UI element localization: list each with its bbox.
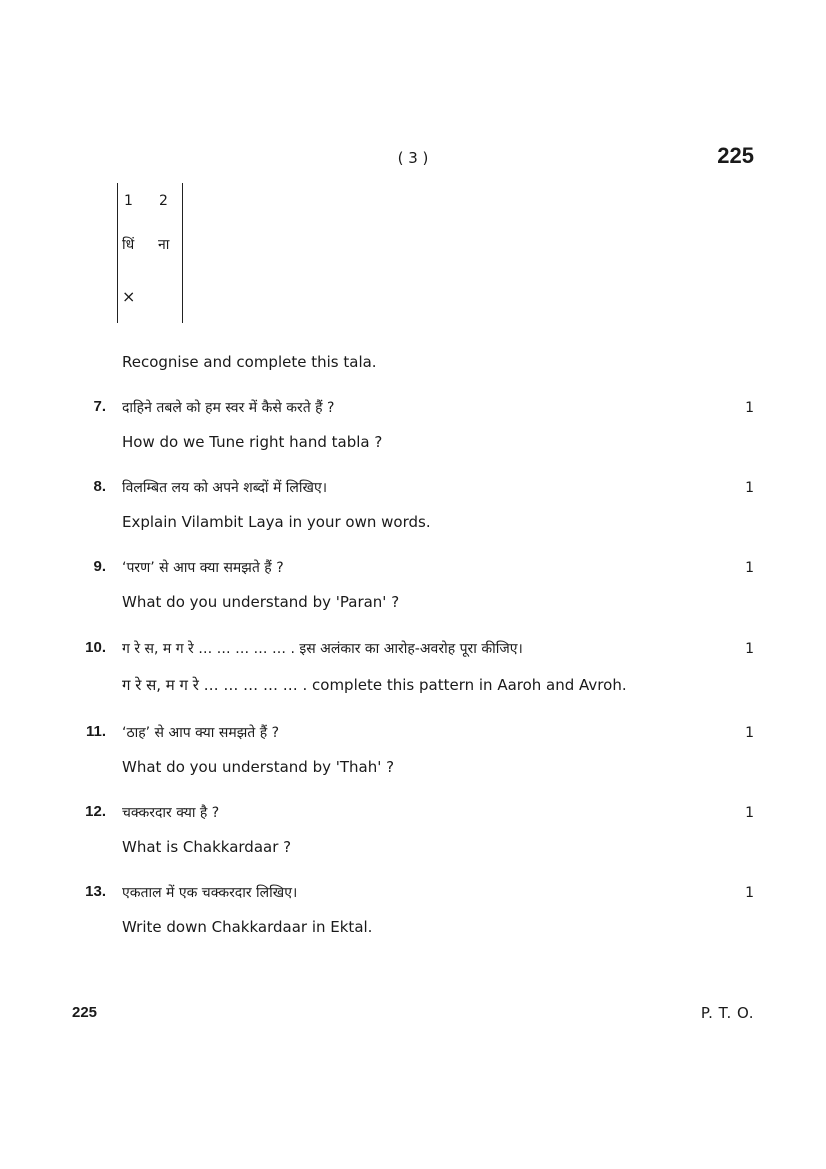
question-marks: 1 [745,480,754,496]
question-hindi: ‘परण’ से आप क्या समझते हैं ? [122,560,284,576]
question-hindi: दाहिने तबले को हम स्वर में कैसे करते हैं ? [122,400,335,416]
paper-code-footer: 225 [72,1004,98,1021]
question-english: Explain Vilambit Laya in your own words. [122,513,431,531]
page-number: ( 3 ) [397,149,429,167]
question-hindi: विलम्बित लय को अपने शब्दों में लिखिए। [122,480,328,496]
question-english: ग रे स, म ग रे … … … … … . complete this pattern in Aaroh and Avroh. [122,676,627,694]
question-english: How do we Tune right hand tabla ? [122,433,383,451]
tala-bol-2: ना [158,237,170,253]
question-marks: 1 [745,725,754,741]
tala-sam-sign: × [122,287,136,306]
paper-code-header: 225 [717,143,754,168]
question-hindi: चक्करदार क्या है ? [122,805,220,821]
question-marks: 1 [745,400,754,416]
question-number: 9. [93,558,106,575]
question-marks: 1 [745,885,754,901]
question-marks: 1 [745,805,754,821]
question-hindi: ग रे स, म ग रे … … … … … . इस अलंकार का आरोह-अवरोह पूरा कीजिए। [122,641,523,657]
question-english: What is Chakkardaar ? [122,838,292,856]
tala-bol-1: धिं [122,237,135,253]
question-english: What do you understand by 'Paran' ? [122,593,400,611]
question-marks: 1 [745,641,754,657]
question-marks: 1 [745,560,754,576]
tala-matra-1: 1 [124,193,133,209]
question-number: 13. [85,883,106,900]
question-number: 10. [85,639,106,656]
question-english: Write down Chakkardaar in Ektal. [122,918,373,936]
question-number: 12. [85,803,106,820]
question-english: What do you understand by 'Thah' ? [122,758,395,776]
please-turn-over: P. T. O. [700,1004,754,1022]
question-number: 7. [93,398,106,415]
tala-grid [117,183,183,323]
question-number: 8. [93,478,106,495]
tala-prompt: Recognise and complete this tala. [122,353,377,371]
question-number: 11. [85,723,106,740]
tala-matra-2: 2 [159,193,168,209]
question-hindi: एकताल में एक चक्करदार लिखिए। [122,885,298,901]
question-hindi: ‘ठाह’ से आप क्या समझते हैं ? [122,725,280,741]
